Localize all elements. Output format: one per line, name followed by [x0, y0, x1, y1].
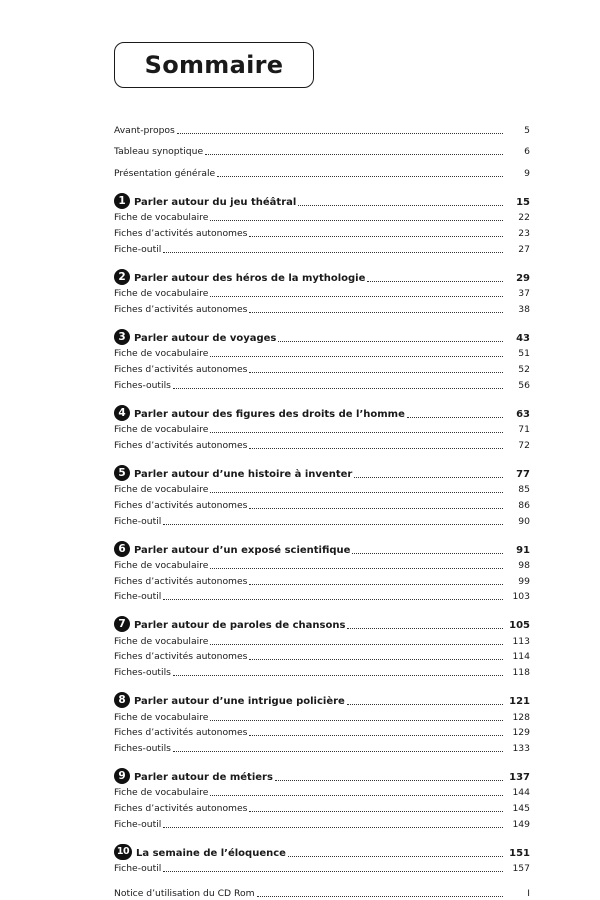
dot-leader	[210, 644, 503, 645]
page-number: 105	[509, 620, 530, 632]
entry-label: Fiches d’activités autonomes	[114, 227, 248, 239]
dot-leader	[278, 341, 503, 342]
dot-leader	[298, 205, 503, 206]
entry-label: Fiche-outil	[114, 591, 162, 603]
toc-row	[114, 784, 530, 800]
dot-leader	[217, 176, 503, 177]
spacer	[114, 256, 530, 265]
chapter-number-badge: 1	[114, 193, 130, 209]
entry-label: Fiche-outil	[114, 818, 162, 830]
dot-leader	[163, 827, 503, 828]
dot-leader	[249, 372, 503, 373]
toc-chapter-row	[114, 461, 530, 481]
toc-chapter-row	[114, 325, 530, 345]
toc-row	[114, 708, 530, 724]
page-number: 43	[516, 332, 530, 344]
chapter-number-badge: 7	[114, 616, 130, 632]
spacer	[114, 831, 530, 840]
spacer	[114, 452, 530, 461]
toc-row	[114, 724, 530, 740]
spacer	[114, 316, 530, 325]
dot-leader	[257, 896, 503, 897]
entry-label: Fiches d’activités autonomes	[114, 439, 248, 451]
entry-label: Fiches-outils	[114, 742, 171, 754]
page-number: 149	[512, 818, 530, 830]
dot-leader	[249, 236, 503, 237]
toc-row	[114, 884, 530, 900]
page-number: 22	[518, 212, 530, 224]
toc-row	[114, 436, 530, 452]
entry-label: Fiches d’activités autonomes	[114, 575, 248, 587]
dot-leader	[249, 312, 503, 313]
toc-chapter-row	[114, 764, 530, 784]
toc-row	[114, 815, 530, 831]
page-number: 133	[512, 742, 530, 754]
dot-leader	[173, 751, 503, 752]
toc-row	[114, 240, 530, 256]
chapter-title: Parler autour d’une histoire à inventer	[134, 468, 353, 480]
page-number: 37	[518, 288, 530, 300]
dot-leader	[367, 281, 503, 282]
page-number: 114	[512, 651, 530, 663]
page-number: 38	[518, 303, 530, 315]
toc-chapter-row	[114, 537, 530, 557]
toc-row	[114, 739, 530, 755]
dot-leader	[210, 795, 503, 796]
page-number: 86	[518, 499, 530, 511]
chapter-number-badge: 3	[114, 329, 130, 345]
entry-label: Fiche de vocabulaire	[114, 484, 209, 496]
entry-label: Fiches d’activités autonomes	[114, 727, 248, 739]
entry-label: Fiche-outil	[114, 863, 162, 875]
page-number: 151	[509, 847, 530, 859]
dot-leader	[352, 553, 503, 554]
entry-label: Fiche de vocabulaire	[114, 787, 209, 799]
toc-row	[114, 421, 530, 437]
toc-row	[114, 360, 530, 376]
toc-row	[114, 285, 530, 301]
chapter-title: Parler autour des héros de la mythologie	[134, 272, 366, 284]
dot-leader	[210, 220, 503, 221]
chapter-number-badge: 5	[114, 465, 130, 481]
dot-leader	[407, 417, 503, 418]
dot-leader	[354, 477, 503, 478]
toc-row	[114, 557, 530, 573]
chapter-number-badge: 8	[114, 692, 130, 708]
chapter-title: Parler autour de paroles de chansons	[134, 620, 346, 632]
page-title: Sommaire	[144, 51, 284, 79]
entry-label: Fiche de vocabulaire	[114, 288, 209, 300]
dot-leader	[173, 388, 503, 389]
entry-label: Fiche de vocabulaire	[114, 212, 209, 224]
chapter-title: Parler autour d’un exposé scientifique	[134, 544, 351, 556]
dot-leader	[210, 720, 503, 721]
entry-label: Fiches-outils	[114, 379, 171, 391]
toc-chapter-row	[114, 265, 530, 285]
entry-label: Fiche-outil	[114, 515, 162, 527]
entry-label: Fiche de vocabulaire	[114, 711, 209, 723]
page-number: 63	[516, 408, 530, 420]
spacer	[114, 528, 530, 537]
chapter-title: Parler autour de métiers	[134, 771, 273, 783]
page-number: 98	[518, 560, 530, 572]
toc-row	[114, 164, 530, 180]
entry-label: Fiche-outil	[114, 243, 162, 255]
toc-row	[114, 588, 530, 604]
entry-label: Fiche de vocabulaire	[114, 348, 209, 360]
entry-label: Fiche de vocabulaire	[114, 635, 209, 647]
entry-label: Avant-propos	[114, 124, 175, 136]
spacer	[114, 679, 530, 688]
entry-label: Fiches d’activités autonomes	[114, 363, 248, 375]
page-number: 144	[512, 787, 530, 799]
dot-leader	[163, 599, 503, 600]
page-number: 157	[512, 863, 530, 875]
page-number: 51	[518, 348, 530, 360]
dot-leader	[275, 780, 503, 781]
dot-leader	[249, 735, 503, 736]
page-number: 23	[518, 227, 530, 239]
toc-row	[114, 799, 530, 815]
toc-row	[114, 572, 530, 588]
toc-row	[114, 663, 530, 679]
toc-row	[114, 143, 530, 159]
chapter-title: Parler autour de voyages	[134, 332, 277, 344]
entry-label: Fiche de vocabulaire	[114, 560, 209, 572]
dot-leader	[210, 432, 503, 433]
chapter-title: Parler autour du jeu théâtral	[134, 196, 297, 208]
page-number: 15	[516, 196, 530, 208]
entry-label: Fiche de vocabulaire	[114, 424, 209, 436]
entry-label: Fiches d’activités autonomes	[114, 303, 248, 315]
chapter-title: Parler autour des figures des droits de l’homme	[134, 408, 405, 420]
dot-leader	[210, 492, 503, 493]
dot-leader	[249, 659, 503, 660]
page-number: 6	[524, 146, 530, 158]
table-of-contents	[114, 121, 530, 900]
page-number: 9	[524, 167, 530, 179]
chapter-number-badge: 9	[114, 768, 130, 784]
chapter-title: Parler autour d’une intrigue policière	[134, 696, 345, 708]
chapter-number-badge: 4	[114, 405, 130, 421]
page-number: 145	[512, 803, 530, 815]
chapter-title: La semaine de l’éloquence	[136, 847, 286, 859]
page-number: 113	[512, 635, 530, 647]
dot-leader	[177, 133, 503, 134]
dot-leader	[210, 568, 503, 569]
toc-row	[114, 632, 530, 648]
page-number: 91	[516, 544, 530, 556]
dot-leader	[249, 584, 503, 585]
page-number: 5	[524, 124, 530, 136]
toc-chapter-row	[114, 840, 530, 860]
entry-label: Notice d’utilisation du CD Rom	[114, 887, 255, 899]
dot-leader	[210, 356, 503, 357]
toc-row	[114, 496, 530, 512]
chapter-number-badge: 10	[114, 844, 132, 860]
page-number: 129	[512, 727, 530, 739]
dot-leader	[347, 704, 503, 705]
chapter-number-badge: 2	[114, 269, 130, 285]
toc-row	[114, 512, 530, 528]
spacer	[114, 603, 530, 612]
page-number: 118	[512, 667, 530, 679]
page-number: 85	[518, 484, 530, 496]
page-number: 99	[518, 575, 530, 587]
toc-row	[114, 121, 530, 137]
dot-leader	[347, 628, 503, 629]
toc-row	[114, 209, 530, 225]
page-number: 27	[518, 243, 530, 255]
toc-row	[114, 376, 530, 392]
dot-leader	[210, 296, 503, 297]
dot-leader	[288, 856, 503, 857]
toc-row	[114, 300, 530, 316]
page-number: 71	[518, 424, 530, 436]
entry-label: Tableau synoptique	[114, 146, 204, 158]
toc-row	[114, 648, 530, 664]
dot-leader	[205, 154, 503, 155]
dot-leader	[249, 448, 503, 449]
page-number: 52	[518, 363, 530, 375]
page-number: 90	[518, 515, 530, 527]
toc-chapter-row	[114, 401, 530, 421]
toc-row	[114, 224, 530, 240]
toc-chapter-row	[114, 612, 530, 632]
entry-label: Fiches-outils	[114, 667, 171, 679]
page-number: 121	[509, 696, 530, 708]
page-number: 103	[512, 591, 530, 603]
entry-label: Fiches d’activités autonomes	[114, 803, 248, 815]
title-box	[114, 42, 314, 88]
spacer	[114, 392, 530, 401]
dot-leader	[163, 252, 503, 253]
entry-label: Fiches d’activités autonomes	[114, 499, 248, 511]
entry-label: Fiches d’activités autonomes	[114, 651, 248, 663]
page-number: 56	[518, 379, 530, 391]
spacer	[114, 755, 530, 764]
dot-leader	[173, 675, 503, 676]
dot-leader	[249, 811, 503, 812]
page-number: 137	[509, 771, 530, 783]
entry-label: Présentation générale	[114, 167, 216, 179]
page-number: I	[527, 887, 530, 899]
spacer	[114, 180, 530, 189]
chapter-number-badge: 6	[114, 541, 130, 557]
toc-chapter-row	[114, 189, 530, 209]
toc-chapter-row	[114, 688, 530, 708]
dot-leader	[163, 524, 503, 525]
toc-row	[114, 345, 530, 361]
dot-leader	[249, 508, 503, 509]
toc-row	[114, 860, 530, 876]
page-number: 128	[512, 711, 530, 723]
page-number: 77	[516, 468, 530, 480]
dot-leader	[163, 871, 503, 872]
spacer	[114, 875, 530, 884]
page-number: 72	[518, 439, 530, 451]
toc-row	[114, 481, 530, 497]
page-number: 29	[516, 272, 530, 284]
